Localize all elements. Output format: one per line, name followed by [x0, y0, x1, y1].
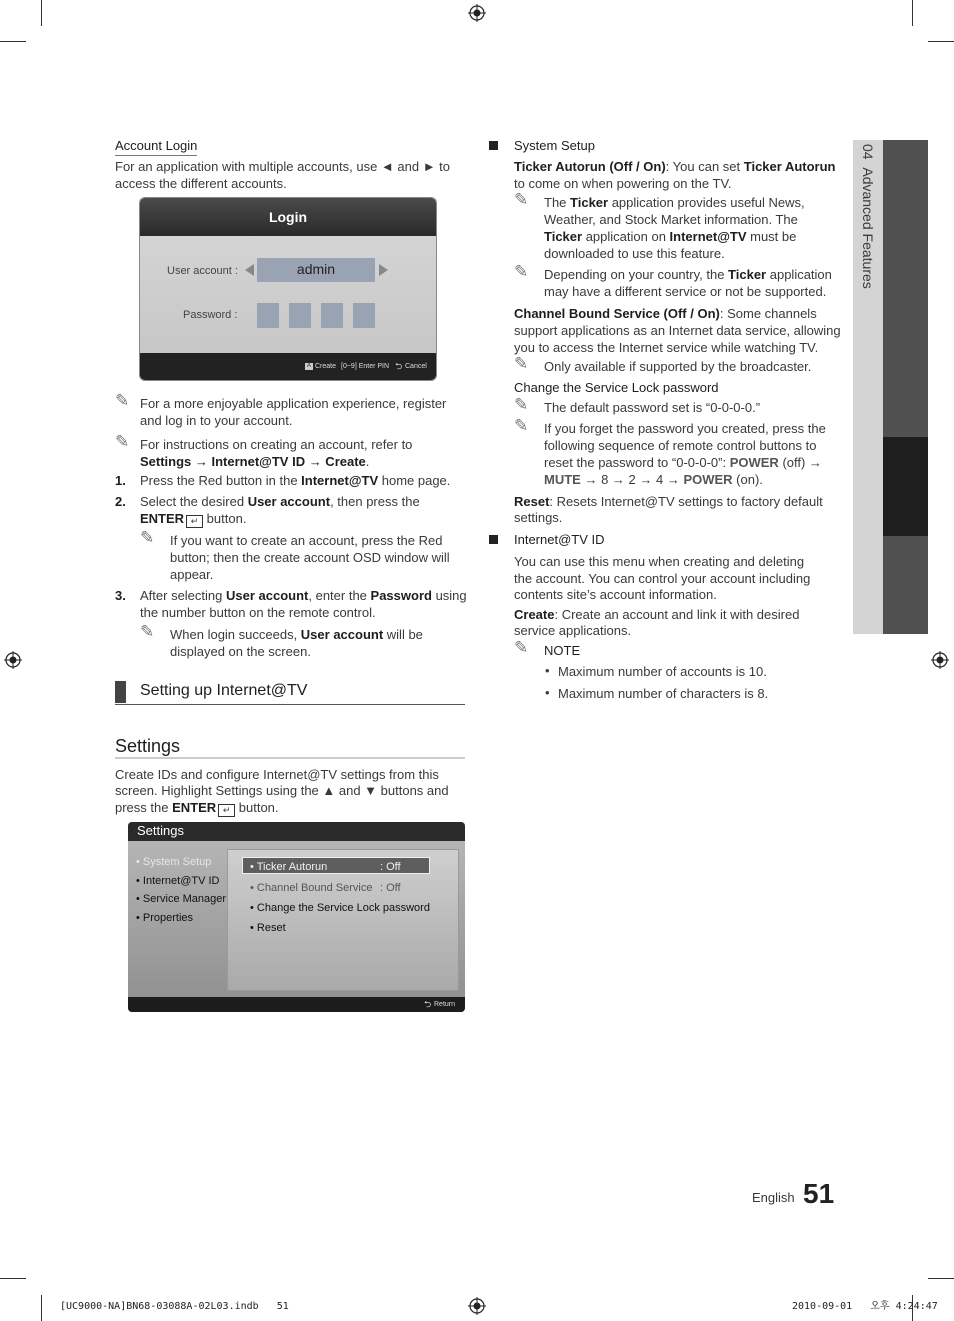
ticker-autorun-text: to come on when powering on the TV. [514, 176, 732, 191]
section-marker [115, 681, 126, 703]
side-tab-block-active [883, 437, 928, 536]
pin-digit-box[interactable] [289, 303, 311, 328]
chapter-number: 04 [860, 144, 876, 160]
page-number: 51 [803, 1178, 835, 1209]
arrow-left-icon[interactable] [245, 264, 254, 276]
note-text: Weather, and Stock Market information. The [544, 212, 798, 227]
note-text: For instructions on creating an account, refer to [140, 437, 413, 452]
settings-menu-item-system-setup[interactable]: • System Setup [136, 856, 212, 868]
step-text: After selecting User account, enter the Password using [140, 588, 467, 603]
account-login-text: For an application with multiple accounts, use ◄ and ► to [115, 159, 451, 174]
settings-text: Create IDs and configure Internet@TV settings from this [115, 767, 439, 782]
settings-menu-item-properties[interactable]: • Properties [136, 912, 194, 924]
pin-digit-box[interactable] [321, 303, 343, 328]
note-pencil-icon: ✎ [514, 354, 529, 373]
submenu-item-channel-bound-service[interactable]: • Channel Bound Service [250, 882, 373, 894]
note-text: may have a different service or not be supported. [544, 284, 827, 299]
login-osd-title: Login [140, 198, 436, 236]
pin-digit-box[interactable] [257, 303, 279, 328]
crop-mark [41, 1295, 42, 1321]
registration-mark-icon [468, 1297, 486, 1315]
note-text: The default password set is “0-0-0-0.” [544, 400, 761, 415]
pin-digit-box[interactable] [353, 303, 375, 328]
note-pencil-icon: ✎ [514, 262, 529, 281]
note-text: If you want to create an account, press the Red [170, 533, 443, 548]
ticker-autorun-text: Ticker Autorun (Off / On): You can set Ticker Autorun [514, 159, 836, 174]
footer-language: English [752, 1190, 795, 1205]
crop-mark [912, 0, 913, 26]
footer-create[interactable]: Create [315, 363, 337, 370]
login-osd-footer [140, 353, 436, 380]
reset-text: Reset: Resets Internet@TV settings to factory default [514, 494, 823, 509]
internet-tv-id-text: contents site’s account information. [514, 587, 717, 602]
arrow-right-icon[interactable] [379, 264, 388, 276]
settings-osd-title: Settings [128, 822, 465, 841]
menu-path: Settings → Internet@TV ID → Create [140, 454, 366, 469]
note-pencil-icon: ✎ [514, 416, 529, 435]
registration-mark-icon [4, 651, 22, 669]
note-text: MUTE → 8 → 2 → 4 → POWER (on). [544, 472, 763, 487]
bullet-dot: • [545, 663, 550, 678]
bullet-item: Maximum number of characters is 8. [558, 686, 769, 701]
account-login-heading: Account Login [115, 137, 197, 156]
user-account-label: User account : [167, 265, 238, 277]
return-icon: ⮌ [424, 999, 432, 1009]
step-text: Press the Red button in the Internet@TV home page. [140, 473, 451, 488]
internet-tv-id-text: You can use this menu when creating and deleting [514, 554, 805, 569]
crop-mark [0, 1278, 26, 1279]
crop-mark [0, 41, 26, 42]
step-text: ENTER ↵ button. [140, 511, 247, 526]
note-pencil-icon: ✎ [115, 391, 130, 410]
channel-bound-text: support applications as an Internet data service, allowing [514, 323, 841, 338]
chapter-label [858, 144, 878, 289]
square-bullet-icon [489, 141, 498, 150]
note-text: Depending on your country, the Ticker application [544, 267, 832, 282]
note-text: If you forget the password you created, press the [544, 421, 826, 436]
submenu-item-reset[interactable]: • Reset [250, 922, 286, 934]
note-text: For a more enjoyable application experience, register [140, 396, 447, 411]
note-text: The Ticker application provides useful News, [544, 195, 805, 210]
note-text: displayed on the screen. [170, 644, 311, 659]
footer-return[interactable]: Return [434, 1001, 456, 1008]
submenu-value-ticker-autorun: : Off [380, 861, 401, 873]
settings-menu-item-internet-tv-id[interactable]: • Internet@TV ID [136, 875, 220, 887]
note-pencil-icon: ✎ [140, 622, 155, 641]
enter-icon: ↵ [218, 804, 235, 817]
internet-tv-id-heading: Internet@TV ID [514, 532, 605, 547]
system-setup-heading: System Setup [514, 138, 595, 153]
step-number: 1. [115, 473, 126, 488]
note-text: and log in to your account. [140, 413, 293, 428]
red-a-button-icon: A [306, 363, 311, 369]
settings-text: press the ENTER ↵ button. [115, 800, 279, 815]
submenu-item-ticker-autorun[interactable]: • Ticker Autorun [250, 861, 328, 873]
step-text: the number button on the remote control. [140, 605, 376, 620]
reset-text: settings. [514, 510, 563, 525]
crop-mark [928, 1278, 954, 1279]
square-bullet-icon [489, 535, 498, 544]
section-divider [115, 704, 465, 705]
note-label: NOTE [544, 643, 581, 658]
note-text: following sequence of remote control buttons to [544, 438, 817, 453]
note-text: appear. [170, 567, 214, 582]
create-text: Create: Create an account and link it with desired [514, 607, 800, 622]
account-login-text: access the different accounts. [115, 176, 287, 191]
note-text: downloaded to use this feature. [544, 246, 725, 261]
footer-file-info: [UC9000-NA]BN68-03088A-02L03.indb 51 [60, 1301, 289, 1312]
lock-password-heading: Change the Service Lock password [514, 380, 719, 395]
login-osd [140, 198, 436, 380]
create-text: service applications. [514, 623, 632, 638]
channel-bound-text: Channel Bound Service (Off / On): Some channels [514, 306, 817, 321]
submenu-value-channel-bound-service: : Off [380, 882, 401, 894]
bullet-dot: • [545, 685, 550, 700]
note-text: When login succeeds, User account will be [170, 627, 423, 642]
note-text: Settings → Internet@TV ID → Create. [140, 454, 370, 469]
registration-mark-icon [468, 4, 486, 22]
footer-enter-pin: [0~9] Enter PIN [341, 363, 390, 370]
note-pencil-icon: ✎ [514, 190, 529, 209]
note-pencil-icon: ✎ [514, 395, 529, 414]
section-heading: Setting up Internet@TV [140, 682, 308, 699]
footer-date-info: 2010-09-01 오후 4:24:47 [792, 1301, 938, 1312]
settings-text: screen. Highlight Settings using the ▲ and ▼ buttons and [115, 783, 449, 798]
note-text: button; then the create account OSD window will [170, 550, 450, 565]
footer-cancel[interactable]: Cancel [405, 363, 427, 370]
step-number: 2. [115, 494, 126, 509]
chapter-title: Advanced Features [860, 167, 876, 289]
settings-menu-item-service-manager[interactable]: • Service Manager [136, 893, 227, 905]
settings-heading-rule [115, 757, 465, 759]
enter-icon: ↵ [186, 515, 203, 528]
crop-mark [41, 0, 42, 26]
registration-mark-icon [931, 651, 949, 669]
note-pencil-icon: ✎ [115, 432, 130, 451]
settings-osd-footer [128, 997, 465, 1012]
channel-bound-text: you to access the Internet service while watching TV. [514, 340, 819, 355]
password-label: Password : [183, 309, 238, 321]
internet-tv-id-text: the account. You can control your account including [514, 571, 811, 586]
note-text: Ticker application on Internet@TV must be [544, 229, 797, 244]
note-text: reset the password to “0-0-0-0”: POWER (off) → [544, 455, 822, 470]
settings-heading: Settings [115, 736, 181, 756]
side-tab-block [883, 536, 928, 634]
bullet-item: Maximum number of accounts is 10. [558, 664, 767, 679]
note-pencil-icon: ✎ [514, 638, 529, 657]
note-text: Only available if supported by the broadcaster. [544, 359, 812, 374]
side-tab-block [883, 140, 928, 437]
submenu-item-change-lock-password[interactable]: • Change the Service Lock password [250, 902, 430, 914]
step-number: 3. [115, 588, 126, 603]
step-text: Select the desired User account, then press the [140, 494, 420, 509]
user-account-select[interactable]: admin [257, 258, 375, 282]
return-icon: ⮌ [395, 361, 403, 371]
crop-mark [928, 41, 954, 42]
note-pencil-icon: ✎ [140, 528, 155, 547]
